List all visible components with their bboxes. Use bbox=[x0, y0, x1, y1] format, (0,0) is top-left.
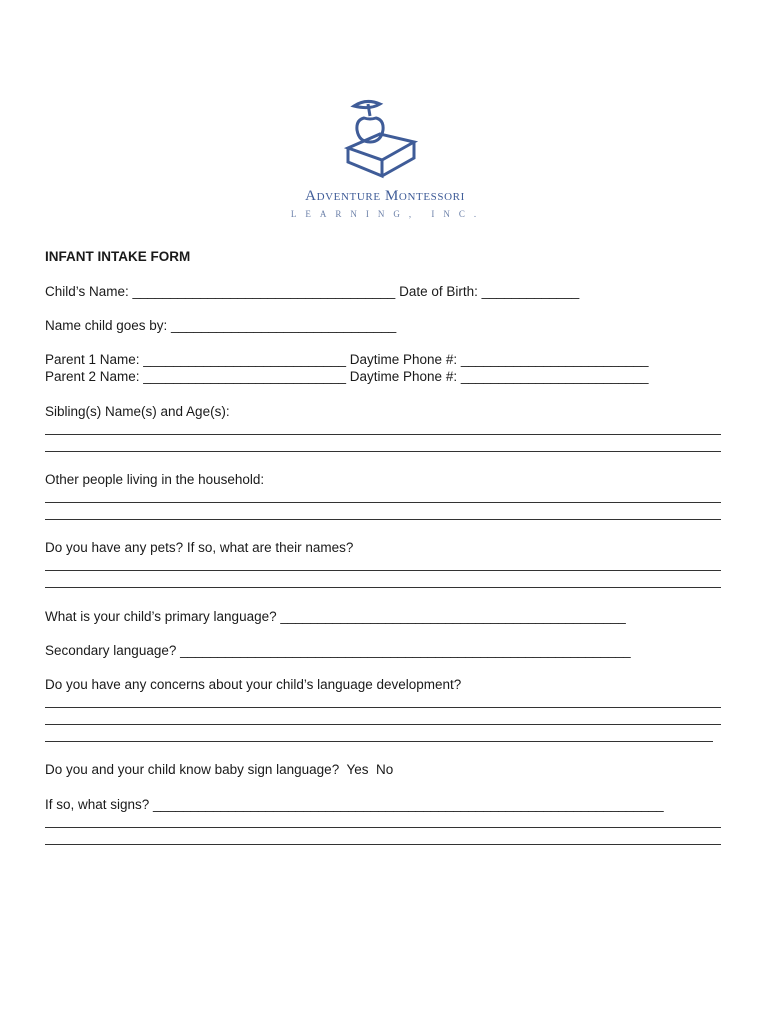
household-line-1[interactable] bbox=[45, 502, 721, 503]
pets-label: Do you have any pets? If so, what are their names? bbox=[45, 540, 354, 555]
primary-language-field[interactable]: What is your child’s primary language? ______________________________________________ bbox=[45, 609, 626, 624]
name-goes-by-field[interactable]: Name child goes by: ______________________________ bbox=[45, 318, 397, 333]
siblings-line-2[interactable] bbox=[45, 451, 721, 452]
concerns-line-3[interactable] bbox=[45, 741, 713, 742]
siblings-label: Sibling(s) Name(s) and Age(s): bbox=[45, 404, 230, 419]
household-line-2[interactable] bbox=[45, 519, 721, 520]
sign-language-question[interactable]: Do you and your child know baby sign language? Yes No bbox=[45, 762, 394, 777]
child-name-field[interactable]: Child’s Name: ___________________________________ Date of Birth: _____________ bbox=[45, 284, 580, 299]
signs-line-1[interactable] bbox=[45, 827, 721, 828]
concerns-line-2[interactable] bbox=[45, 724, 721, 725]
parent1-field[interactable]: Parent 1 Name: ___________________________ Daytime Phone #: _________________________ bbox=[45, 352, 649, 367]
pets-line-1[interactable] bbox=[45, 570, 721, 571]
what-signs-field[interactable]: If so, what signs? ____________________________________________________________________ bbox=[45, 797, 664, 812]
pets-line-2[interactable] bbox=[45, 587, 721, 588]
signs-line-2[interactable] bbox=[45, 844, 721, 845]
concerns-label: Do you have any concerns about your child’s language development? bbox=[45, 677, 462, 692]
household-label: Other people living in the household: bbox=[45, 472, 265, 487]
parent2-field[interactable]: Parent 2 Name: ___________________________ Daytime Phone #: _________________________ bbox=[45, 369, 649, 384]
secondary-language-field[interactable]: Secondary language? ____________________________________________________________ bbox=[45, 643, 631, 658]
concerns-line-1[interactable] bbox=[45, 707, 721, 708]
form-title: INFANT INTAKE FORM bbox=[45, 249, 191, 264]
siblings-line-1[interactable] bbox=[45, 434, 721, 435]
org-name: Adventure Montessori bbox=[305, 188, 465, 204]
apple-on-book-icon bbox=[340, 96, 420, 182]
org-subtitle: LEARNING, INC. bbox=[290, 209, 486, 219]
